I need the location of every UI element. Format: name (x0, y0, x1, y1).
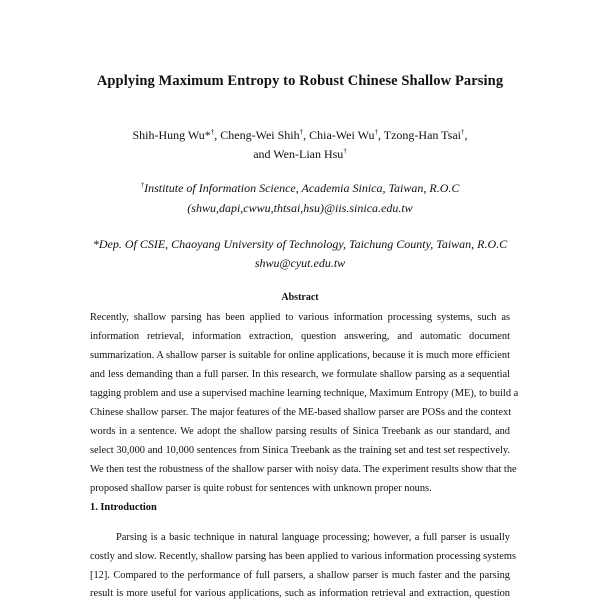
abstract-heading: Abstract (281, 292, 319, 303)
author-name: , Cheng-Wei Shih (214, 128, 300, 142)
abstract-line: Chinese shallow parser. The major features of the ME-based shallow parser are POSs and the context (90, 407, 512, 418)
author-name: , Tzong-Han Tsai (377, 128, 462, 142)
abstract-line: and less demanding than a full parser. In this research, we formulate shallow parsing as a sequential (90, 369, 510, 380)
author-separator: , (464, 128, 468, 142)
section-heading: 1. Introduction (90, 502, 157, 513)
affiliation-mark: † (210, 128, 215, 136)
author-name: and Wen-Lian Hsu (253, 147, 344, 161)
abstract-line: proposed shallow parser is quite robust for sentences with unknown proper nouns. (90, 483, 432, 494)
affiliation-mark: † (343, 147, 347, 155)
affiliation-mark: † (374, 128, 378, 136)
abstract-line: We then test the robustness of the shallow parser with noisy data. The experiment results show that the (90, 464, 517, 475)
abstract-line: select 30,000 and 10,000 sentences from Sinica Treebank as the training set and test set respectively. (90, 445, 510, 456)
author-name: Shih-Hung Wu* (132, 128, 211, 142)
author-name: , Chia-Wei Wu (303, 128, 375, 142)
email-2: shwu@cyut.edu.tw (254, 256, 346, 270)
abstract-line: tagging problem and use a supervised machine learning technique, Maximum Entropy (ME), to build a (90, 388, 519, 399)
body-line: Parsing is a basic technique in natural language processing; however, a full parser is usually (116, 532, 510, 543)
affiliation-mark: † (140, 181, 145, 189)
abstract-line: information retrieval, information extraction, question answering, and automatic document (90, 331, 510, 342)
body-line: [12]. Compared to the performance of full parsers, a shallow parser is much faster and the parsing (90, 570, 510, 581)
affiliation-mark: † (299, 128, 304, 136)
email-1: (shwu,dapi,cwwu,thtsai,hsu)@iis.sinica.edu.tw (187, 201, 413, 215)
abstract-line: words in a sentence. We adopt the shallow parsing results of Sinica Treebank as our standard, and (90, 426, 510, 437)
body-line: result is more useful for various applications, such as information retrieval and extraction, question (90, 588, 510, 599)
affiliation-2: *Dep. Of CSIE, Chaoyang University of Technology, Taichung County, Taiwan, R.O.C (92, 237, 508, 251)
abstract-line: summarization. A shallow parser is suitable for online applications, because it is much more efficient (90, 350, 510, 361)
abstract-line: Recently, shallow parsing has been applied to various information processing systems, such as (90, 312, 510, 323)
paper-title: Applying Maximum Entropy to Robust Chinese Shallow Parsing (96, 73, 504, 89)
author-list-continued (0, 147, 600, 162)
affiliation-text: Institute of Information Science, Academia Sinica, Taiwan, R.O.C (144, 181, 460, 195)
author-list (0, 128, 600, 143)
affiliation-1 (0, 181, 600, 196)
affiliation-mark: † (461, 128, 465, 136)
body-line: costly and slow. Recently, shallow parsing has been applied to various information processing systems (90, 551, 517, 562)
